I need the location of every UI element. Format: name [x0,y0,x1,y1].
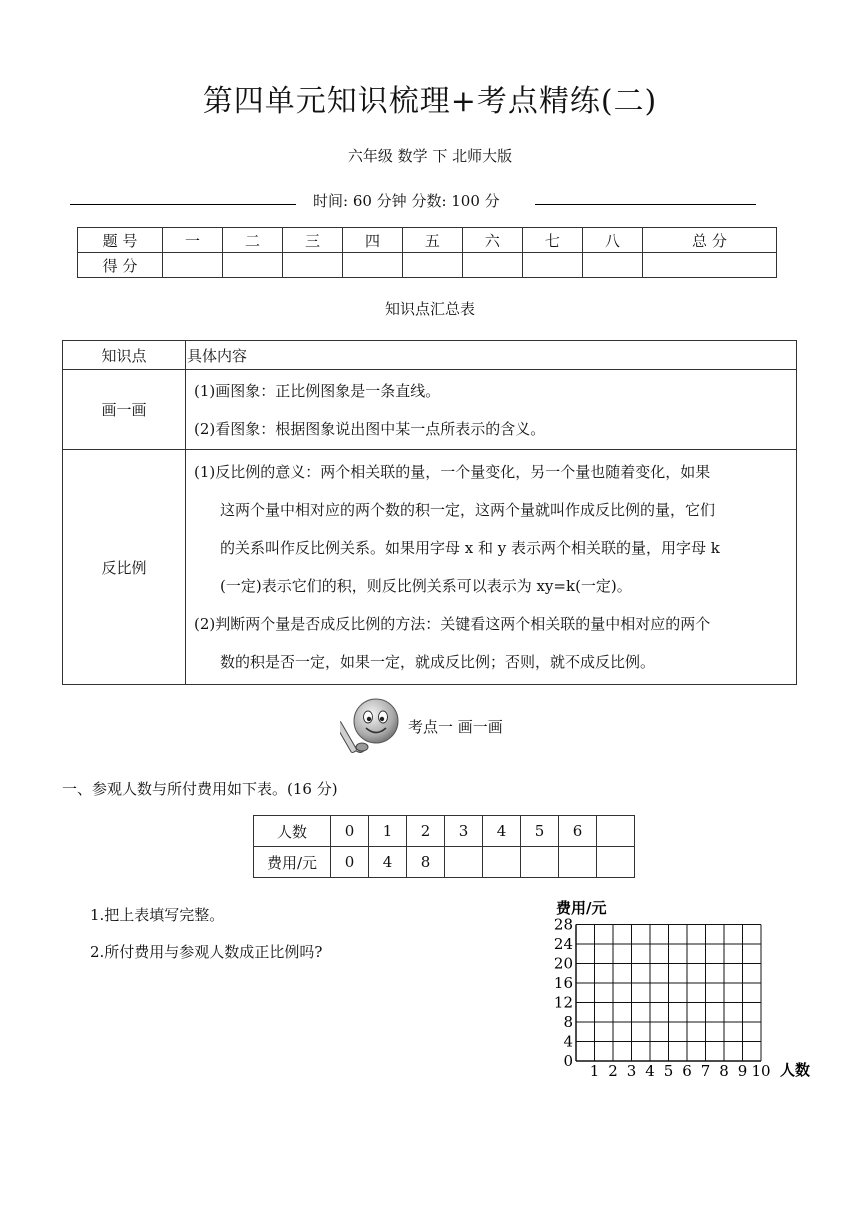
x-tick-label: 10 [751,1062,771,1080]
graph-x-ticks [590,1062,771,1080]
fee-table-label: 人数 [254,816,331,847]
summary-line: (一定)表示它们的积，则反比例关系可以表示为 xy=k(一定)。 [220,577,632,595]
score-cell[interactable] [222,253,282,278]
graph-y-ticks [554,916,573,1071]
score-cell[interactable] [402,253,462,278]
fee-table-label: 费用/元 [254,847,331,878]
fee-table-cell[interactable] [597,816,635,847]
fee-table-cell: 6 [559,816,597,847]
fee-table-cell: 4 [483,816,521,847]
summary-line: (2)看图象：根据图象说出图中某一点所表示的含义。 [194,419,546,438]
summary-content [186,370,797,450]
name-underline-right [535,204,756,205]
x-tick-label: 7 [700,1062,711,1080]
name-underline-left [70,204,296,205]
summary-header-row [63,341,797,370]
score-table [77,227,777,278]
score-cell[interactable] [282,253,342,278]
fee-table-row-people [254,816,635,847]
graph-x-label: 人数 [780,1061,810,1079]
y-tick-label: 4 [563,1032,573,1051]
score-cell[interactable] [462,253,522,278]
x-tick-label: 6 [682,1062,692,1080]
y-tick-label: 28 [553,915,573,934]
summary-line: (1)反比例的意义：两个相关联的量，一个量变化，另一个量也随着变化，如果 [194,463,711,481]
fee-table-cell: 8 [407,847,445,878]
fee-table-cell: 3 [445,816,483,847]
x-tick-label: 5 [663,1062,674,1080]
score-cell[interactable] [342,253,402,278]
score-table-col: 总 分 [642,228,776,253]
summary-key: 反比例 [63,450,186,685]
score-table-col: 三 [282,228,342,253]
fee-table-cell: 1 [369,816,407,847]
score-cell[interactable] [522,253,582,278]
cost-people-graph[interactable] [540,893,810,1085]
y-tick-label: 12 [553,993,573,1012]
y-tick-label: 0 [563,1052,573,1070]
page-subtitle: 六年级 数学 下 北师大版 [347,147,513,165]
fee-table-cell: 0 [331,847,369,878]
score-table-col: 五 [402,228,462,253]
graph-grid [576,925,761,1062]
fee-table-cell[interactable] [597,847,635,878]
y-tick-label: 24 [553,935,573,953]
y-tick-label: 8 [563,1013,573,1031]
x-tick-label: 3 [626,1062,637,1080]
summary-key: 画一画 [63,370,186,450]
score-table-row-score [78,253,777,278]
score-table-col: 八 [582,228,642,253]
summary-header-content: 具体内容 [186,341,797,370]
score-table-row-header [78,228,777,253]
fee-table-cell[interactable] [445,847,483,878]
score-cell[interactable] [163,253,223,278]
summary-line: 的关系叫作反比例关系。如果用字母 x 和 y 表示两个相关联的量，用字母 k [220,539,720,557]
x-tick-label: 9 [737,1062,748,1080]
fee-table-cell: 0 [331,816,369,847]
x-tick-label: 8 [719,1062,729,1080]
summary-header-key: 知识点 [63,341,186,370]
fee-table-cell: 5 [521,816,559,847]
score-table-col: 二 [222,228,282,253]
sub-question-1: 1.把上表填写完整。 [90,906,225,924]
score-table-label: 得 分 [78,253,163,278]
kaodian-label: 考点一 画一画 [408,718,503,736]
fee-table-cell: 4 [369,847,407,878]
fee-table-cell[interactable] [521,847,559,878]
fee-table-cell[interactable] [483,847,521,878]
score-table-col: 四 [342,228,402,253]
score-table-label: 题 号 [78,228,163,253]
question-title: 一、参观人数与所付费用如下表。(16 分) [62,780,338,798]
score-table-col: 一 [163,228,223,253]
summary-line: (2)判断两个量是否成反比例的方法：关键看这两个相关联的量中相对应的两个 [194,615,711,633]
summary-line: 这两个量中相对应的两个数的积一定，这两个量就叫作成反比例的量，它们 [220,501,716,519]
x-tick-label: 2 [608,1062,618,1080]
x-tick-label: 1 [589,1062,600,1080]
fee-table [253,815,635,878]
page-title: 第四单元知识梳理+考点精练(二) [202,84,658,119]
fee-table-row-cost [254,847,635,878]
summary-table [62,340,797,685]
score-table-col: 七 [522,228,582,253]
graph-y-label: 费用/元 [556,899,607,917]
fee-table-cell[interactable] [559,847,597,878]
y-tick-label: 16 [553,974,573,992]
summary-line: 数的积是否一定，如果一定，就成反比例；否则，就不成反比例。 [220,653,656,671]
score-cell[interactable] [582,253,642,278]
score-table-col: 六 [462,228,522,253]
x-tick-label: 4 [645,1062,655,1080]
y-tick-label: 20 [553,954,573,973]
smiley-pencil-icon [340,695,406,757]
summary-caption: 知识点汇总表 [384,300,475,318]
score-cell[interactable] [642,253,776,278]
summary-row [63,450,797,685]
summary-row [63,370,797,450]
fee-table-cell: 2 [407,816,445,847]
summary-line: (1)画图象：正比例图象是一条直线。 [194,381,441,400]
time-score-info: 时间: 60 分钟 分数: 100 分 [313,192,500,210]
summary-content [186,450,797,685]
sub-question-2: 2.所付费用与参观人数成正比例吗? [90,943,323,961]
